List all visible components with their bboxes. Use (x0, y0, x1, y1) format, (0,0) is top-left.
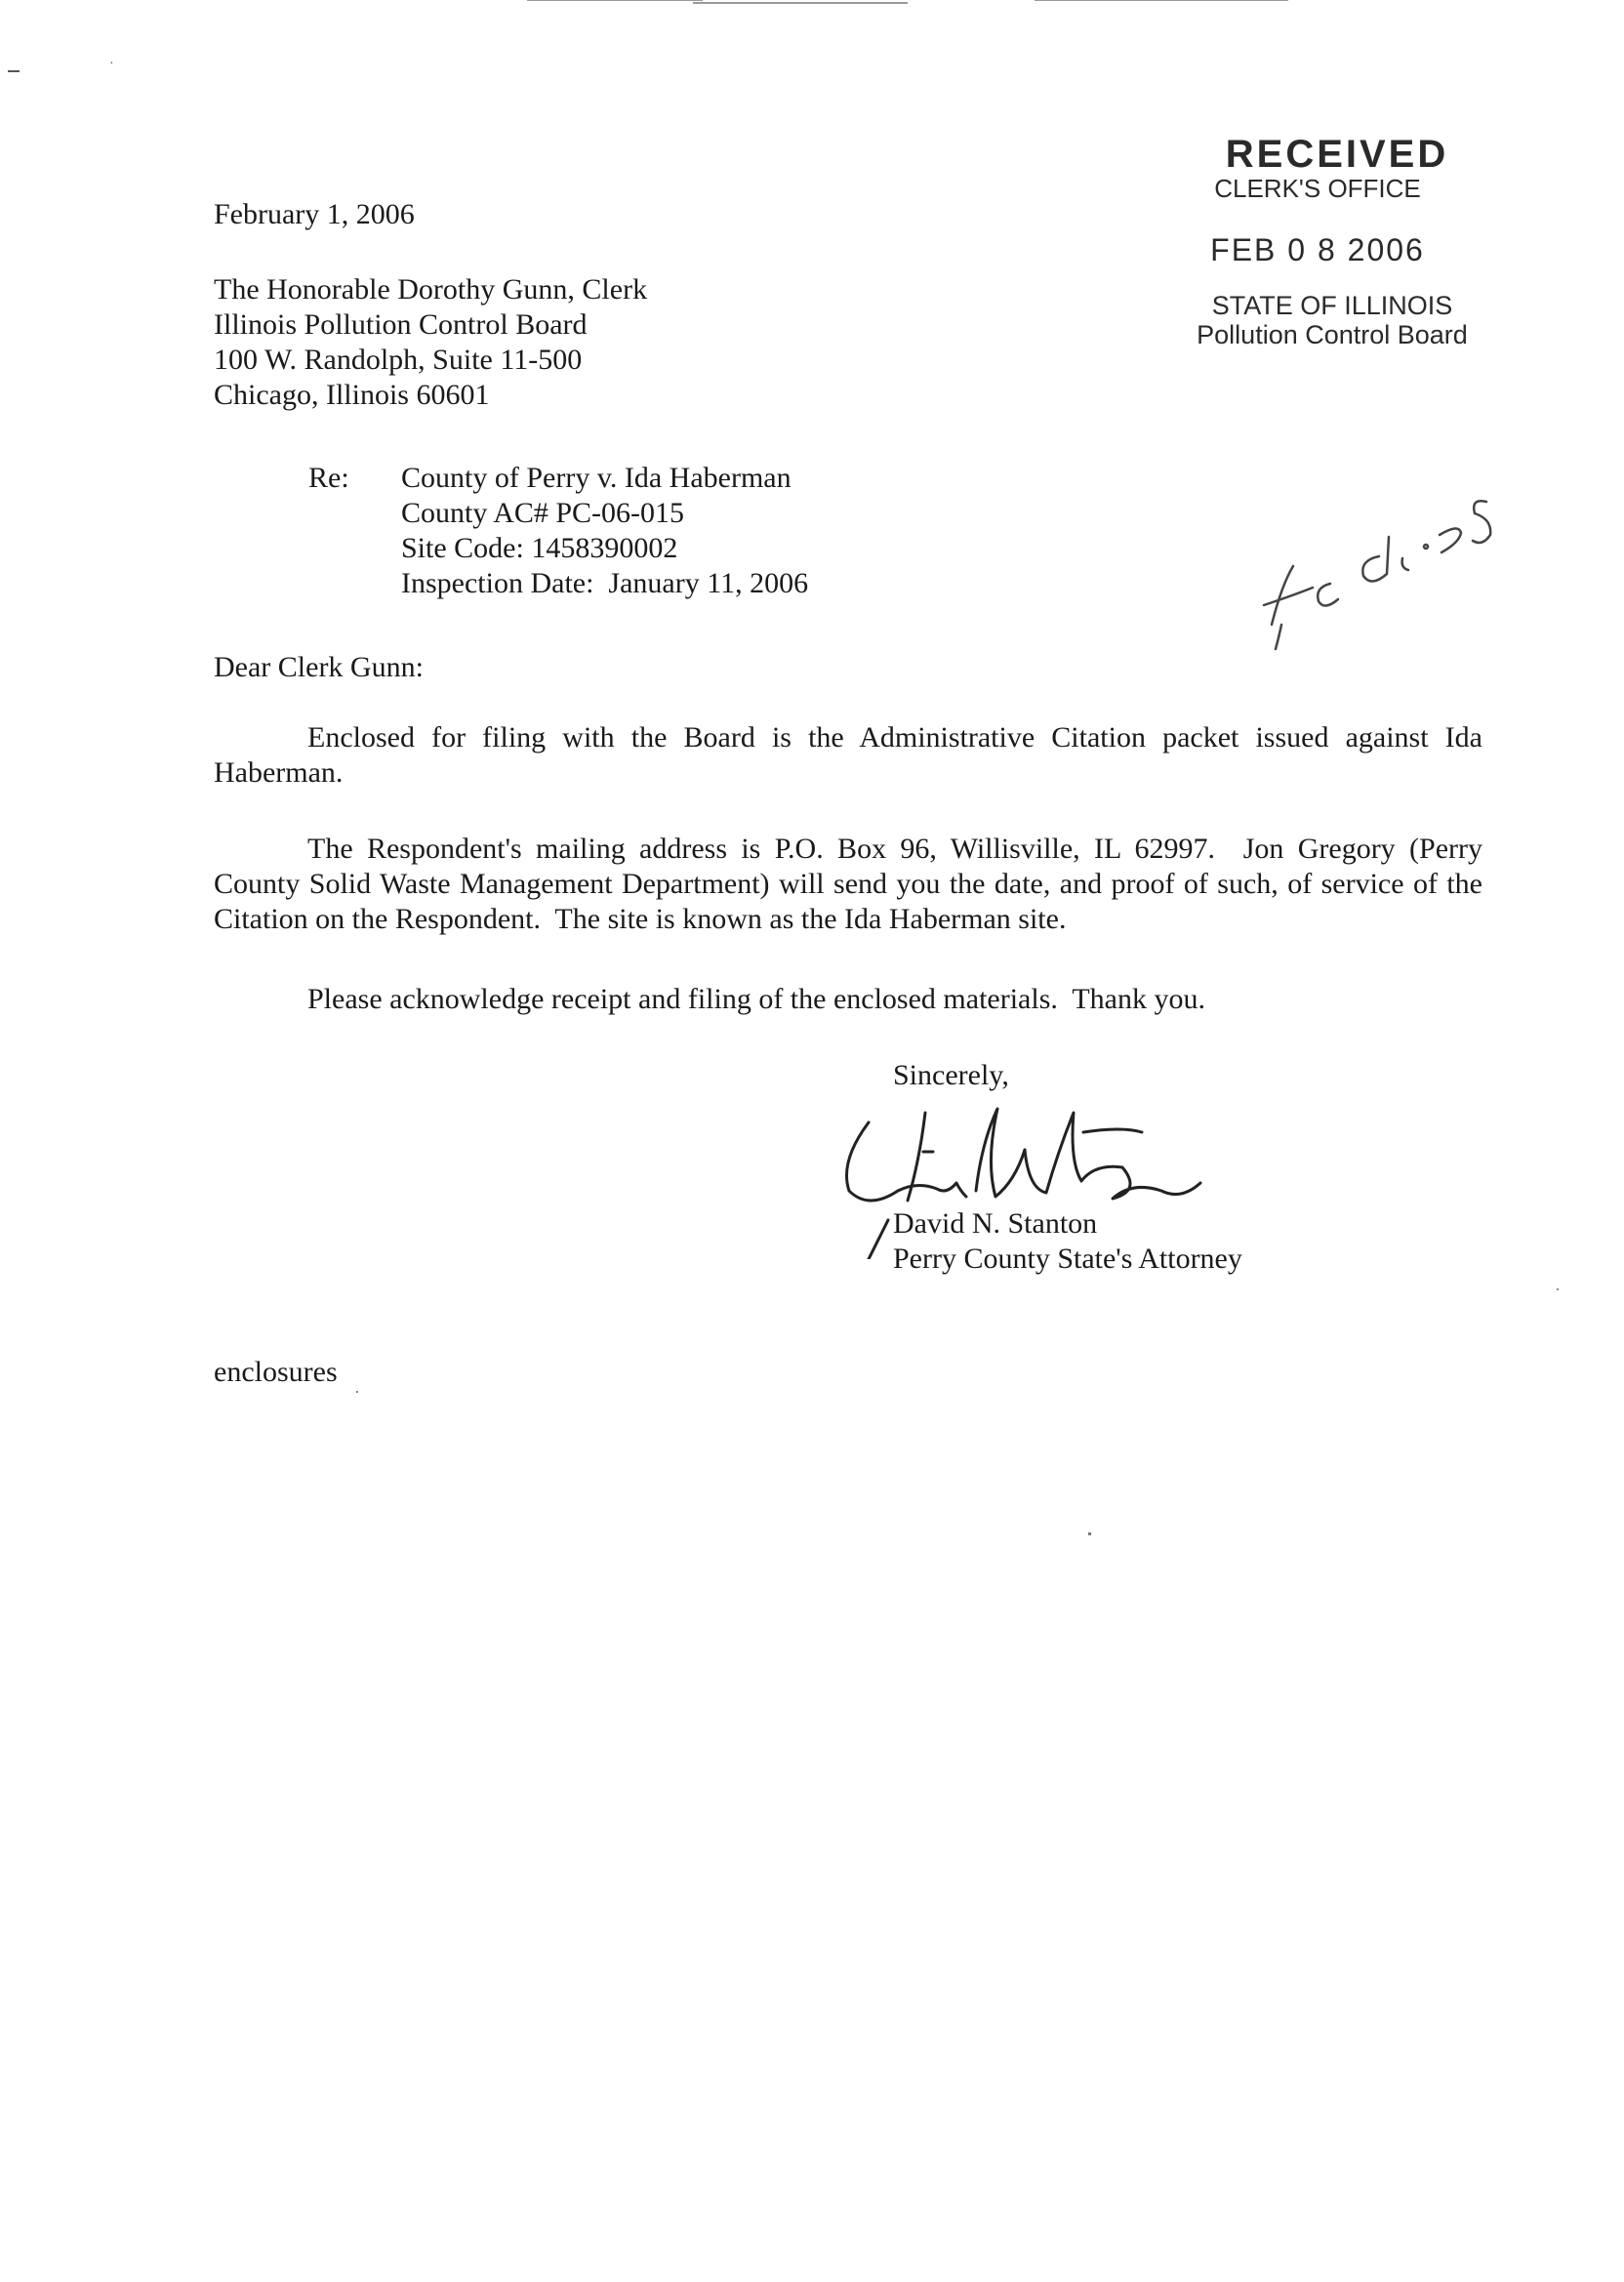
re-line: Site Code: 1458390002 (401, 532, 678, 564)
body-paragraph-2 (214, 832, 1490, 937)
received-stamp (1171, 135, 1503, 349)
signer-name: David N. Stanton (893, 1207, 1098, 1240)
body-paragraph-3-text: Please acknowledge receipt and filing of the enclosed materials. Thank you. (307, 983, 1205, 1015)
body-paragraph-2-text: The Respondent's mailing address is P.O. Box 96, Willisville, IL 62997. Jon Gregory (Perry County Solid Waste Management Department) will send you the date, and proof of such, of service of the Citation on the Respondent. The site is known as the Ida Haberman site. (214, 833, 1490, 935)
enclosures-note: enclosures (214, 1356, 338, 1388)
letter-date: February 1, 2006 (214, 198, 415, 230)
scan-artifact-line (527, 0, 703, 1)
body-paragraph-1 (214, 720, 1482, 791)
recipient-line: The Honorable Dorothy Gunn, Clerk (214, 273, 648, 306)
body-paragraph-3 (214, 982, 1482, 1017)
recipient-line: 100 W. Randolph, Suite 11-500 (214, 344, 583, 376)
handwritten-note-drawing (1254, 478, 1527, 673)
re-line: County of Perry v. Ida Haberman (401, 462, 792, 494)
handwritten-docket-note (1254, 478, 1527, 673)
signer-block (893, 1206, 1242, 1277)
stamp-board: Pollution Control Board (1197, 320, 1468, 349)
re-line: County AC# PC-06-015 (401, 497, 685, 529)
recipient-line: Chicago, Illinois 60601 (214, 379, 490, 411)
scan-speck (1557, 1288, 1559, 1290)
stamp-date: FEB 0 8 2006 (1210, 232, 1425, 267)
scan-speck (8, 70, 20, 72)
closing: Sincerely, (893, 1059, 1009, 1091)
handwritten-note-text (1254, 478, 1255, 479)
recipient-address (214, 272, 647, 413)
re-block (401, 461, 808, 601)
scan-artifact-line (693, 2, 908, 4)
re-line: Inspection Date: January 11, 2006 (401, 567, 809, 599)
scan-artifact-line (1035, 0, 1288, 1)
re-label: Re: (308, 462, 349, 494)
recipient-line: Illinois Pollution Control Board (214, 308, 588, 341)
salutation: Dear Clerk Gunn: (214, 651, 424, 683)
signer-title: Perry County State's Attorney (893, 1243, 1242, 1275)
stamp-office: CLERK'S OFFICE (1214, 174, 1421, 203)
signature-text (830, 1074, 831, 1075)
body-paragraph-1-text: Enclosed for filing with the Board is the Administrative Citation packet issued against Ida Haberman. (214, 721, 1482, 789)
stamp-heading: RECEIVED (1225, 133, 1449, 176)
scan-speck (1088, 1532, 1091, 1535)
stamp-state: STATE OF ILLINOIS (1211, 291, 1453, 320)
scan-speck: · (109, 57, 114, 71)
scan-speck (356, 1391, 358, 1393)
